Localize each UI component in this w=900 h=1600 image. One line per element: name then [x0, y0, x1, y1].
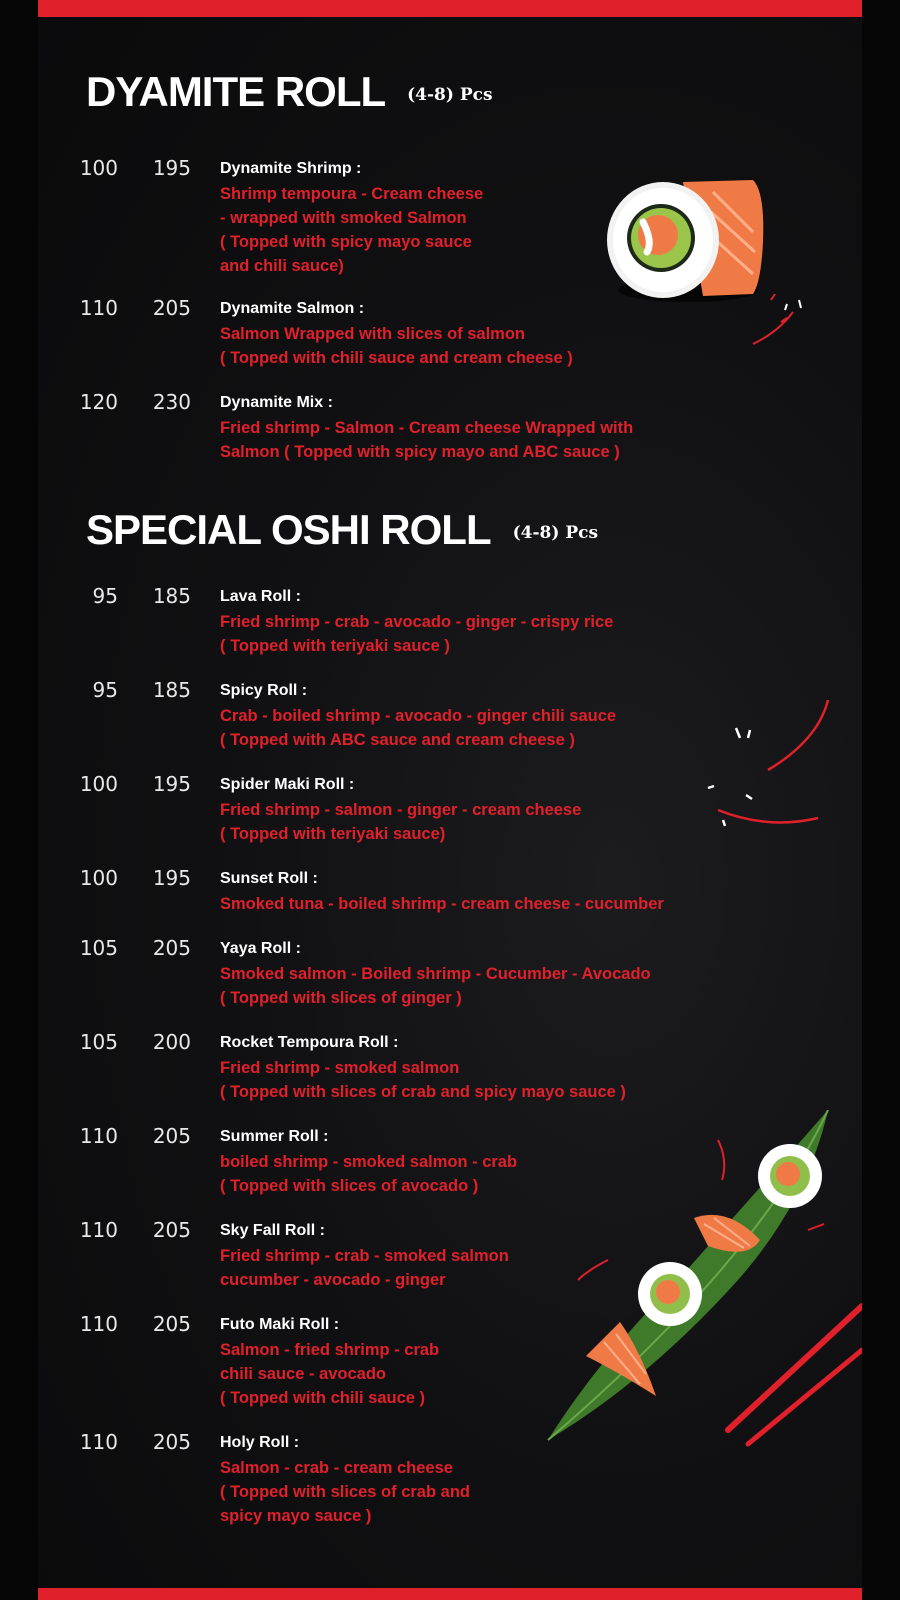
menu-page — [38, 0, 862, 1600]
price-small: 100 — [79, 866, 118, 890]
price-large: 200 — [152, 1030, 191, 1054]
price-large: 205 — [152, 1430, 191, 1454]
item-name: Rocket Tempoura Roll : — [220, 1034, 399, 1051]
item-name: Spider Maki Roll : — [220, 776, 355, 793]
price-large: 195 — [152, 866, 191, 890]
section-qty: (4-8) Pcs — [512, 522, 599, 543]
item-name: Dynamite Shrimp : — [220, 160, 362, 177]
item-description: boiled shrimp - smoked salmon - crab ( Topped with slices of avocado ) — [220, 1153, 518, 1195]
item-name: Summer Roll : — [220, 1128, 329, 1145]
price-large: 205 — [152, 1312, 191, 1336]
item-description: Fried shrimp - smoked salmon ( Topped with slices of crab and spicy mayo sauce ) — [220, 1059, 626, 1101]
section-title-dynamite-roll — [86, 68, 493, 116]
price-small: 120 — [79, 390, 118, 414]
item-name: Lava Roll : — [220, 588, 301, 605]
item-name: Futo Maki Roll : — [220, 1316, 340, 1333]
section-title-text: DYAMITE ROLL — [86, 68, 386, 115]
item-name: Spicy Roll : — [220, 682, 308, 699]
top-red-bar — [38, 0, 862, 17]
price-small: 110 — [79, 1124, 118, 1148]
item-description: Smoked salmon - Boiled shrimp - Cucumber - Avocado ( Topped with slices of ginger ) — [220, 965, 651, 1007]
price-small: 105 — [79, 936, 118, 960]
price-large: 185 — [152, 678, 191, 702]
bottom-red-bar — [38, 1588, 862, 1600]
item-name: Holy Roll : — [220, 1434, 300, 1451]
item-name: Sunset Roll : — [220, 870, 318, 887]
price-small: 105 — [79, 1030, 118, 1054]
item-description: Smoked tuna - boiled shrimp - cream cheese - cucumber — [220, 895, 664, 913]
item-description: Salmon Wrapped with slices of salmon ( Topped with chili sauce and cream cheese ) — [220, 325, 573, 367]
price-small: 110 — [79, 1430, 118, 1454]
item-description: Fried shrimp - salmon - ginger - cream cheese ( Topped with teriyaki sauce) — [220, 801, 582, 843]
price-large: 205 — [152, 1124, 191, 1148]
price-large: 195 — [152, 772, 191, 796]
price-small: 95 — [92, 678, 118, 702]
price-small: 110 — [79, 1312, 118, 1336]
item-description: Fried shrimp - crab - avocado - ginger - crispy rice ( Topped with teriyaki sauce ) — [220, 613, 614, 655]
price-small: 110 — [79, 1218, 118, 1242]
item-description: Fried shrimp - crab - smoked salmon cucumber - avocado - ginger — [220, 1247, 509, 1289]
sauce-swirl-decoration — [698, 700, 838, 850]
item-description: Crab - boiled shrimp - avocado - ginger chili sauce ( Topped with ABC sauce and cream cheese ) — [220, 707, 617, 749]
item-description: Shrimp tempoura - Cream cheese - wrapped with smoked Salmon ( Topped with spicy mayo sauce and chili sauce) — [220, 185, 484, 275]
item-description: Salmon - fried shrimp - crab chili sauce - avocado ( Topped with chili sauce ) — [220, 1341, 440, 1407]
price-large: 205 — [152, 296, 191, 320]
item-description: Fried shrimp - Salmon - Cream cheese Wrapped with Salmon ( Topped with spicy mayo and ABC sauce ) — [220, 419, 634, 461]
price-large: 195 — [152, 156, 191, 180]
item-description: Salmon - crab - cream cheese ( Topped with slices of crab and spicy mayo sauce ) — [220, 1459, 470, 1525]
price-small: 100 — [79, 156, 118, 180]
price-small: 95 — [92, 584, 118, 608]
price-large: 205 — [152, 1218, 191, 1242]
price-large: 205 — [152, 936, 191, 960]
price-large: 230 — [152, 390, 191, 414]
item-name: Yaya Roll : — [220, 940, 301, 957]
item-name: Sky Fall Roll : — [220, 1222, 325, 1239]
sushi-roll-image — [603, 172, 803, 362]
sushi-leaf-chopsticks-image — [508, 1110, 862, 1470]
section-title-special-oshi-roll — [86, 506, 598, 554]
price-large: 185 — [152, 584, 191, 608]
item-name: Dynamite Salmon : — [220, 300, 365, 317]
section-qty: (4-8) Pcs — [407, 84, 493, 105]
price-small: 110 — [79, 296, 118, 320]
section-title-text: SPECIAL OSHI ROLL — [86, 506, 491, 553]
price-small: 100 — [79, 772, 118, 796]
item-name: Dynamite Mix : — [220, 394, 333, 411]
